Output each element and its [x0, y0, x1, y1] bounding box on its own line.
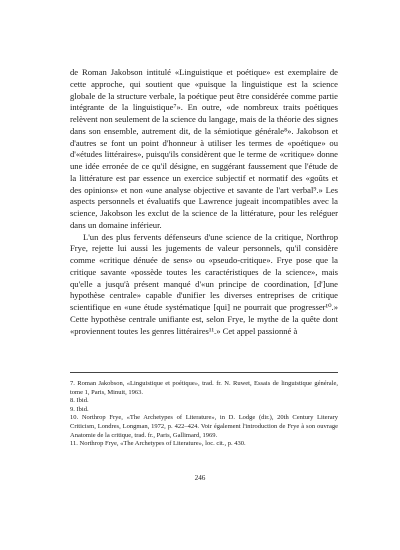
body-text: [70, 67, 338, 337]
page-number: 246: [194, 474, 206, 482]
footnote-item: 9. Ibid.: [70, 405, 89, 413]
footnote-item: 7. Roman Jakobson, «Linguistique et poétique», trad. fr. N. Ruwet, Essais de linguistique générale, tome 1, Paris, Minuit, 1963.: [70, 380, 338, 396]
footnote-separator: [70, 372, 338, 373]
body-paragraph: de Roman Jakobson intitulé «Linguistique et poétique» est exemplaire de cette approche, qui soutient que «puisque la linguistique est la science globale de la structure verbale, la poétique peut être considérée comme partie intégrante de la linguistique⁷». En outre, «de nombreux traits poétiques relèvent non seulement de la science du langage, mais de la théorie des signes dans son ensemble, autrement dit, de la sémiotique générale⁸». Jakobson et d'autres se font un point d'honneur à utiliser les termes de «poétique» ou d'«études littéraires», puisqu'ils considèrent que le terme de «critique» donne une idée erronée de ce qu'il désigne, en suggérant faussement que l'étude de la littérature est par essence un exercice subjectif et normatif des «goûts et des opinions» et non «une analyse objective et savante de l'art verbal⁹.» Les aspects personnels et évaluatifs que Lawrence jugeait incompatibles avec la science, Jakobson les exclut de la science de la littérature, pour les reléguer dans un domaine inférieur.: [70, 67, 338, 230]
footnote-item: 8. Ibid.: [70, 397, 89, 405]
footnote-item: 11. Northrop Frye, «The Archetypes of Literature», loc. cit., p. 430.: [70, 440, 246, 448]
footnote-item: 10. Northrop Frye, «The Archetypes of Literature», in D. Lodge (dir.), 20th Century Literary Criticism, Londres, Longman, 1972, p. 422–424. Voir également l'introduction de Frye à son ouvrage Anatomie de la critique, trad. fr., Paris, Gallimard, 1969.: [70, 414, 338, 439]
body-paragraph: L'un des plus fervents défenseurs d'une science de la critique, Northrop Frye, rejette lui aussi les jugements de valeur personnels, qu'il considère comme «critique dénuée de sens» ou «pseudo-critique». Frye pose que la critique savante «possède toutes les caractéristiques de la science», mais qu'elle a jusqu'à présent manqué d'«un principe de coordination, [d']une hypothèse centrale» capable d'unifier les diverses entreprises de critique scientifique en «une étude systématique [qui] ne pourrait que progresser¹⁰.» Cette hypothèse centrale unifiante est, selon Frye, le mythe de la quête dont «proviennent toutes les genres littéraires¹¹.» Cet appel passionné à: [70, 231, 338, 336]
footnotes: [70, 380, 338, 449]
